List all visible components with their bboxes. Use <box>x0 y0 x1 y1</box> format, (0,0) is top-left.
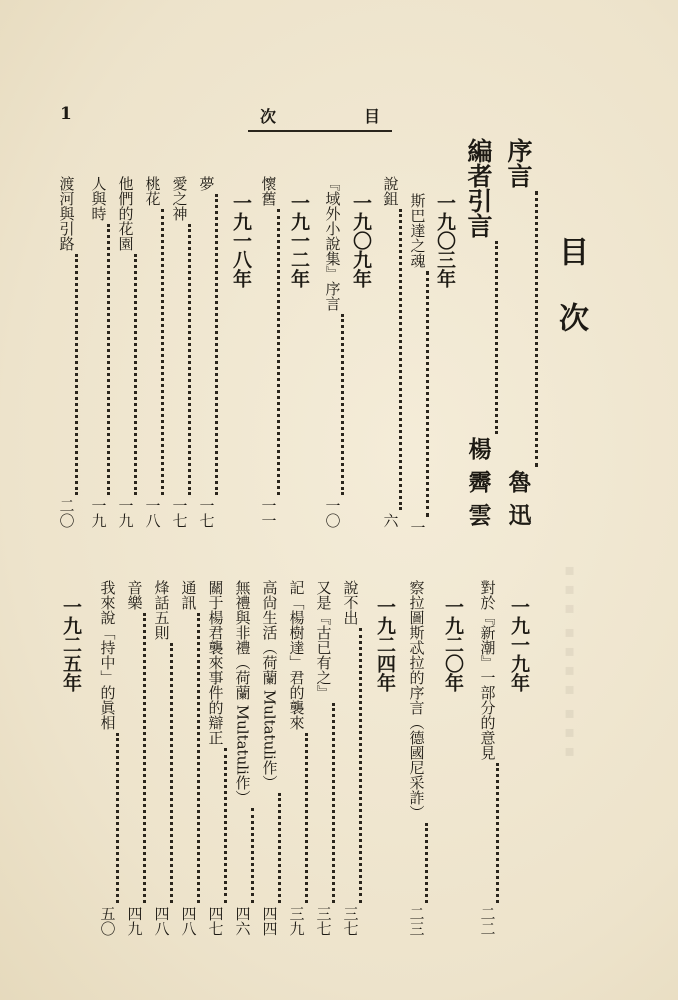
toc-entry-title: 我來說「持中」的眞相 <box>98 580 117 730</box>
toc-entry[interactable] <box>196 176 218 528</box>
toc-entry-page: 二三 <box>407 906 426 936</box>
year-heading: 一九二四年 <box>374 597 396 692</box>
toc-entry-title: 人與時 <box>89 176 108 221</box>
running-head <box>248 104 392 132</box>
toc-entry[interactable] <box>232 580 254 936</box>
toc-entry-title: 懷舊 <box>259 176 278 206</box>
toc-entry[interactable] <box>169 176 191 528</box>
toc-entry-title: 烽話五則 <box>152 580 171 640</box>
toc-entry-page: 二二 <box>478 906 497 936</box>
running-head-left: 次 <box>260 107 277 126</box>
toc-entry[interactable] <box>142 176 164 528</box>
toc-entry-page: 三九 <box>287 906 306 936</box>
year-heading: 一九一二年 <box>288 193 310 288</box>
toc-entry-page: 二〇 <box>57 498 76 528</box>
toc-entry-page: 四九 <box>125 906 144 936</box>
toc-entry-page: 四六 <box>233 906 252 936</box>
toc-entry-title: 夢 <box>197 176 216 191</box>
toc-entry-page: 一九 <box>116 498 135 528</box>
toc-entry-page: 四八 <box>179 906 198 936</box>
toc-entry-page: 四八 <box>152 906 171 936</box>
toc-entry[interactable] <box>458 138 498 536</box>
toc-entry[interactable] <box>259 580 281 936</box>
toc-entry-title: 說鉏 <box>381 176 400 206</box>
toc-entry[interactable] <box>340 580 362 936</box>
toc-entry-title: 無禮與非禮（荷蘭 Multatuli作） <box>233 580 252 805</box>
toc-entry[interactable] <box>286 580 308 936</box>
toc-title: 目次 <box>553 236 588 368</box>
toc-entry-page: 六 <box>381 513 400 528</box>
toc-entry-page: 五〇 <box>98 906 117 936</box>
toc-entry-title: 又是『古已有之』 <box>314 580 333 700</box>
toc-entry[interactable] <box>151 580 173 936</box>
toc-entry-title: 音樂 <box>125 580 144 610</box>
toc-entry-page: 一七 <box>197 498 216 528</box>
toc-entry-page: 一七 <box>170 498 189 528</box>
toc-entry-title: 高尙生活（荷蘭 Multatuli作） <box>260 580 279 790</box>
toc-entry-title: 對於『新潮』一部分的意見 <box>478 580 497 760</box>
toc-entry[interactable] <box>322 176 344 528</box>
toc-entry[interactable] <box>124 580 146 936</box>
year-heading: 一九一九年 <box>508 597 530 692</box>
toc-entry-author: 魯迅 <box>504 470 532 536</box>
toc-entry-page: 一九 <box>89 498 108 528</box>
toc-entry-title: 愛之神 <box>170 176 189 221</box>
toc-entry-title: 關于楊君襲來事件的辯正 <box>206 580 225 745</box>
toc-entry-title: 說不出 <box>341 580 360 625</box>
year-heading: 一九〇九年 <box>350 193 372 288</box>
toc-entry[interactable] <box>115 176 137 528</box>
toc-entry-title: 『域外小說集』序言 <box>323 176 342 311</box>
toc-entry-page: 三七 <box>341 906 360 936</box>
running-head-right: 目 <box>363 107 380 126</box>
toc-entry-title: 記「楊樹達」君的襲來 <box>287 580 306 730</box>
year-heading: 一九二〇年 <box>442 597 464 692</box>
toc-entry-title: 通訊 <box>179 580 198 610</box>
toc-entry-title: 桃花 <box>143 176 162 206</box>
toc-entry-title: 察拉圖斯忒拉的序言（德國尼采詐） <box>407 580 426 820</box>
toc-entry-title: 序言 <box>504 138 533 188</box>
toc-entry[interactable] <box>380 176 402 528</box>
toc-entry[interactable] <box>498 138 538 536</box>
toc-entry-author: 楊霽雲 <box>464 437 492 536</box>
toc-entry[interactable] <box>313 580 335 936</box>
toc-entry-title: 渡河與引路 <box>57 176 76 251</box>
toc-entry[interactable] <box>205 580 227 936</box>
year-heading: 一九一八年 <box>230 193 252 288</box>
toc-entry-page: 三七 <box>314 906 333 936</box>
toc-entry[interactable] <box>406 580 428 936</box>
toc-entry-page: 四七 <box>206 906 225 936</box>
year-heading: 一九二五年 <box>60 597 82 692</box>
toc-entry-page: 一 <box>408 520 427 535</box>
toc-entry-title: 編者引言 <box>464 138 493 238</box>
toc-entry[interactable] <box>56 176 78 528</box>
toc-entry-page: 一〇 <box>323 498 342 528</box>
toc-entry-title: 斯巴達之魂 <box>408 193 427 268</box>
toc-entry[interactable] <box>97 580 119 936</box>
toc-entry-title: 他們的花園 <box>116 176 135 251</box>
toc-entry-page: 一一 <box>259 498 278 528</box>
toc-entry[interactable] <box>258 176 280 528</box>
toc-entry[interactable] <box>477 580 499 936</box>
show-through-text: ▪▪▪ ▪▪▪▪ ▪▪▪ <box>560 560 579 761</box>
toc-entry[interactable] <box>88 176 110 528</box>
toc-entry[interactable] <box>178 580 200 936</box>
toc-entry-page: 一八 <box>143 498 162 528</box>
year-heading: 一九〇三年 <box>434 193 456 288</box>
toc-entry-page: 四四 <box>260 906 279 936</box>
page-number: 1 <box>60 104 72 124</box>
toc-entry[interactable] <box>407 193 429 535</box>
